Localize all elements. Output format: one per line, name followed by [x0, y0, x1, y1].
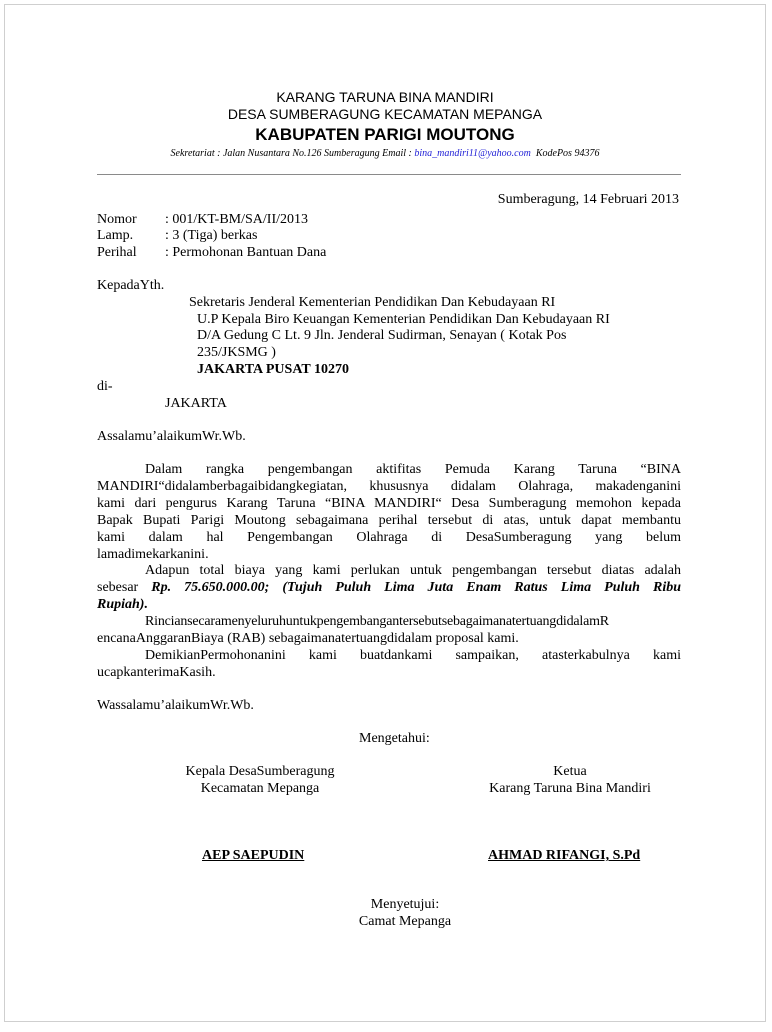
village-name: DESA SUMBERAGUNG KECAMATAN MEPANGA: [227, 106, 543, 122]
body-line: lamadimekarkanini.: [97, 547, 209, 562]
org-name: KARANG TARUNA BINA MANDIRI: [276, 89, 494, 105]
body-line: DemikianPermohonanini kami buatdankami sampaikan, atasterkabulnya kami: [145, 648, 681, 663]
body-line: encanaAnggaranBiaya (RAB) sebagaimanatertuangdidalam proposal kami.: [97, 631, 519, 646]
email-link[interactable]: bina_mandiri11@yahoo.com: [414, 148, 531, 159]
body-line: Dalam rangka pengembangan aktifitas Pemuda Karang Taruna “BINA: [145, 462, 681, 477]
addressee-line: D/A Gedung C Lt. 9 Jln. Jenderal Sudirman, Senayan ( Kotak Pos: [197, 328, 567, 343]
body-line: RinciansecaramenyeluruhuntukpengembangantersebutsebagaimanatertuangdidalamR: [145, 614, 609, 629]
postcode: KodePos 94376: [535, 148, 600, 159]
addressee-line: U.P Kepala Biro Keuangan Kementerian Pendidikan Dan Kebudayaan RI: [197, 312, 610, 327]
right-signer-name: AHMAD RIFANGI, S.Pd: [488, 848, 641, 863]
right-signer-title: Ketua: [553, 764, 587, 779]
letter-date: Sumberagung, 14 Februari 2013: [497, 192, 679, 207]
body-line: kami dalam hal Pengembangan Olahraga di DesaSumberagung yang belum: [97, 530, 681, 545]
addressee-di: di-: [97, 379, 113, 394]
salutation: Assalamu’alaikumWr.Wb.: [97, 429, 246, 444]
amount-value: Rp. 75.650.000.00; (Tujuh Puluh Lima Juta Enam Ratus Lima Puluh Ribu: [151, 580, 682, 595]
regency-name: KABUPATEN PARIGI MOUTONG: [255, 125, 515, 144]
meta-label-perihal: Perihal: [97, 245, 137, 260]
addressee-city: JAKARTA: [165, 396, 227, 411]
header-divider: [97, 174, 681, 175]
body-line: ucapkanterimaKasih.: [97, 665, 216, 680]
addressee-line: Sekretaris Jenderal Kementerian Pendidikan Dan Kebudayaan RI: [189, 295, 556, 310]
meta-value-perihal: : Permohonan Bantuan Dana: [165, 245, 327, 260]
body-line: Bapak Bupati Parigi Moutong sebagaimana perihal tersebut di atas, untuk dapat membantu: [97, 513, 681, 528]
meta-value-nomor: : 001/KT-BM/SA/II/2013: [165, 212, 308, 227]
amount-prefix: sebesar: [97, 580, 139, 595]
body-line: MANDIRI“didalamberbagaibidangkegiatan, khususnya didalam Olahraga, makadenganini: [97, 479, 681, 494]
left-signer-title: Kepala DesaSumberagung: [185, 764, 335, 779]
left-signer-name: AEP SAEPUDIN: [202, 848, 305, 863]
letter-page: [4, 4, 766, 1022]
closing-salutation: Wassalamu’alaikumWr.Wb.: [97, 698, 254, 713]
camat-title: Camat Mepanga: [358, 914, 452, 929]
addressee-greeting: KepadaYth.: [97, 278, 165, 293]
secretariat-line: [5, 145, 765, 162]
body-line: Adapun total biaya yang kami perlukan untuk pengembangan tersebut diatas adalah: [145, 563, 681, 578]
addressee-line: 235/JKSMG ): [197, 345, 276, 360]
body-line: kami dari pengurus Karang Taruna “BINA MANDIRI“ Desa Sumberagung memohon kepada: [97, 496, 681, 511]
right-signer-subtitle: Karang Taruna Bina Mandiri: [489, 781, 651, 796]
amount-words-end: Rupiah).: [97, 597, 148, 612]
secretariat-address: Sekretariat : Jalan Nusantara No.126 Sumberagung Email :: [170, 148, 412, 159]
meta-value-lamp: : 3 (Tiga) berkas: [165, 228, 258, 243]
meta-label-lamp: Lamp.: [97, 228, 134, 243]
menyetujui-label: Menyetujui:: [370, 897, 440, 912]
mengetahui-label: Mengetahui:: [359, 731, 430, 746]
left-signer-subtitle: Kecamatan Mepanga: [200, 781, 320, 796]
meta-label-nomor: Nomor: [97, 212, 137, 227]
body-line-amount: [97, 579, 681, 596]
addressee-city-bold: JAKARTA PUSAT 10270: [197, 362, 349, 377]
